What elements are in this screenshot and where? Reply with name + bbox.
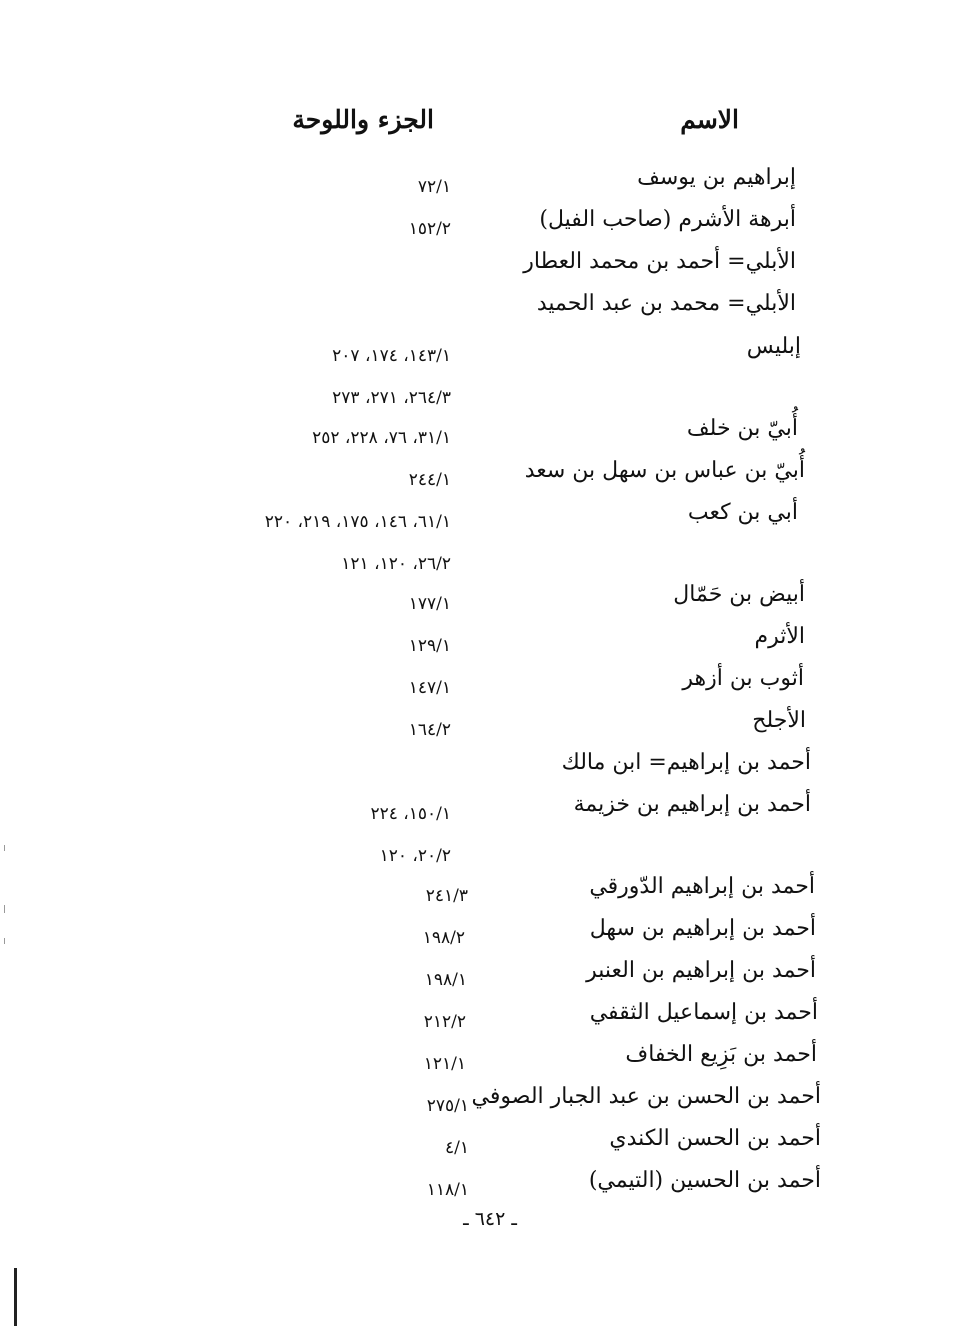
index-entry	[0, 790, 961, 830]
entry-name: الأثرم	[754, 624, 805, 649]
entry-references: ٢١٢/٢	[423, 1012, 466, 1032]
entry-name: أُبيّ بن خلف	[686, 416, 798, 441]
entry-references: ٢٠/٢، ١٢٠	[379, 846, 451, 866]
entry-name: أحمد بن الحسين (التيمي)	[588, 1168, 821, 1193]
index-entry	[0, 414, 961, 454]
scan-edge-mark	[14, 1268, 17, 1326]
entry-name: الأبلي= أحمد بن محمد العطار	[523, 249, 796, 274]
entry-name: أحمد بن إبراهيم بن سهل	[589, 916, 816, 941]
entry-references: ١٦٤/٢	[408, 720, 451, 740]
index-entry	[0, 247, 961, 287]
index-entry	[0, 748, 961, 788]
entry-name: الأجلح	[752, 708, 806, 733]
entry-references: ١٥٢/٢	[408, 219, 451, 239]
entry-name: إبليس	[746, 334, 801, 359]
index-entry	[0, 1124, 961, 1164]
entry-name: أحمد بن بَزِيع الخفاف	[625, 1042, 817, 1067]
entry-name: أحمد بن إبراهيم= ابن مالك	[561, 750, 811, 775]
entry-references: ١٢١/١	[423, 1054, 466, 1074]
entry-name: أُبيّ بن عباس بن سهل بن سعد	[524, 458, 805, 483]
entry-references: ١٧٧/١	[408, 594, 451, 614]
entry-name: أبي بن كعب	[687, 500, 798, 525]
index-entry	[0, 956, 961, 996]
entry-name: أثوب بن أزهر	[682, 666, 804, 691]
scan-tick-mark	[4, 905, 5, 913]
index-entry	[0, 914, 961, 954]
entry-references: ٢٤١/٣	[425, 886, 468, 906]
entry-references: ٢٧٥/١	[426, 1096, 469, 1116]
scan-tick-mark	[4, 938, 5, 944]
entry-references: ٢٤٤/١	[408, 470, 451, 490]
index-entry	[0, 332, 961, 372]
entry-references: ١٥٠/١، ٢٢٤	[370, 804, 451, 824]
index-entry	[0, 498, 961, 538]
entry-references: ٧٢/١	[417, 177, 451, 197]
index-entry	[0, 289, 961, 329]
entry-references: ٢٦٤/٣، ٢٧١، ٢٧٣	[332, 388, 451, 408]
index-entry	[0, 664, 961, 704]
index-entry	[0, 998, 961, 1038]
index-entry	[0, 1040, 961, 1080]
entry-references: ٦١/١، ١٤٦، ١٧٥، ٢١٩، ٢٢٠	[264, 512, 451, 532]
name-column-header: الاسم	[680, 105, 739, 134]
entry-name: إبراهيم بن يوسف	[637, 165, 796, 190]
index-entry	[0, 832, 961, 872]
scan-tick-mark	[4, 845, 5, 851]
entry-references: ١٢٩/١	[408, 636, 451, 656]
entry-references: ١٤٧/١	[408, 678, 451, 698]
entry-name: أحمد بن الحسن بن عبد الجبار الصوفي	[471, 1084, 821, 1109]
index-entry	[0, 163, 961, 203]
index-entry	[0, 1166, 961, 1206]
index-entry	[0, 872, 961, 912]
index-entry	[0, 1082, 961, 1122]
entry-references: ١٤٣/١، ١٧٤، ٢٠٧	[332, 346, 451, 366]
entry-references: ١١٨/١	[426, 1180, 469, 1200]
reference-column-header: الجزء واللوحة	[292, 105, 434, 134]
entry-name: أحمد بن إبراهيم الدّورقي	[589, 874, 815, 899]
entry-name: أحمد بن إبراهيم بن خزيمة	[573, 792, 811, 817]
entry-name: أحمد بن إسماعيل الثقفي	[589, 1000, 818, 1025]
entry-name: الأبلي= محمد بن عبد الحميد	[536, 291, 796, 316]
entry-references: ٤/١	[445, 1138, 469, 1158]
index-entry	[0, 540, 961, 580]
entry-name: أحمد بن إبراهيم بن العنبر	[586, 958, 816, 983]
entry-name: أبرهة الأشرم (صاحب الفيل)	[539, 207, 796, 232]
entry-name: أحمد بن الحسن الكندي	[609, 1126, 821, 1151]
index-entry	[0, 456, 961, 496]
index-entry	[0, 374, 961, 414]
index-entry	[0, 205, 961, 245]
entry-references: ٣١/١، ٧٦، ٢٢٨، ٢٥٢	[312, 428, 451, 448]
entry-references: ١٩٨/١	[424, 970, 467, 990]
entry-references: ١٩٨/٢	[422, 928, 465, 948]
index-entry	[0, 580, 961, 620]
entry-references: ٢٦/٢، ١٢٠، ١٢١	[341, 554, 451, 574]
index-entry	[0, 706, 961, 746]
page-number: ـ ٦٤٢ ـ	[463, 1208, 517, 1230]
entry-name: أبيض بن حَمّال	[673, 582, 805, 607]
index-entry	[0, 622, 961, 662]
